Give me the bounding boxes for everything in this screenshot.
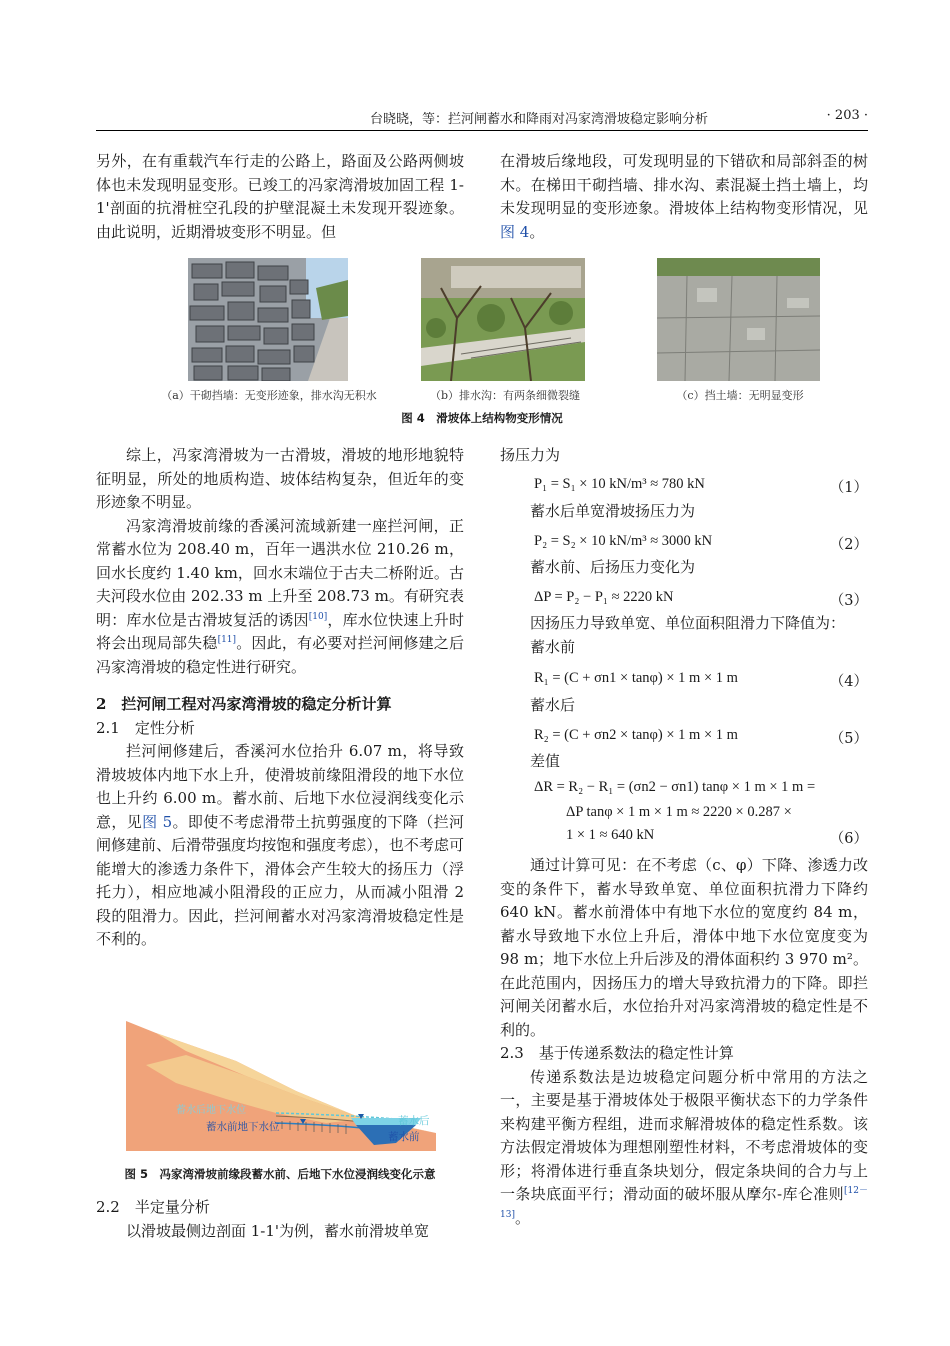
fig4-photo-c bbox=[657, 258, 820, 381]
para-qualitative: 拦河闸修建后，香溪河水位抬升 6.07 m，将导致滑坡坡体内地下水上升，使滑坡前缘阻滑段的地下水位也上升约 6.00 m。蓄水前、后地下水位浸润线变化示意，见图 5。即使不考虑滑带土抗剪强度的下降（拦河闸修建前、后滑带强度均按饱和强度考虑），也不考虑可能增大的渗透力条件下，滑体会产生较大的扬压力（浮托力），相应地减小阻滑段的正应力，从而减小阻滑 2 段的阻滑力。因此，拦河闸蓄水对冯家湾滑坡稳定性是不利的。 bbox=[96, 742, 464, 948]
section-23-heading: 2.3 基于传递系数法的稳定性计算 bbox=[500, 1044, 734, 1062]
fig5-link[interactable]: 图 5 bbox=[142, 812, 173, 831]
section-21-heading: 2.1 定性分析 bbox=[96, 718, 195, 737]
section-2-heading: 2 拦河闸工程对冯家湾滑坡的稳定分析计算 bbox=[96, 695, 392, 713]
right-top-paragraph: 在滑坡后缘地段，可发现明显的下错砍和局部斜歪的树木。在梯田干砌挡墙、排水沟、素混凝土挡土墙上，均未发现明显的变形迹象。滑坡体上结构物变形情况，见图 4。 bbox=[500, 152, 868, 241]
left-bottom bbox=[96, 1196, 464, 1243]
para-transfer-method: 传递系数法是边坡稳定问题分析中常用的方法之一，主要是基于滑坡体处于极限平衡状态下的力学条件来构建平衡方程组，进而求解滑坡体的稳定性系数。该方法假定滑坡体为理想刚塑性材料，不考虑滑坡体的变形；将滑体进行垂直条块划分，假定条块间的合力与上一条块底面平行；滑动面的破坏服从摩尔-库仑准则[12－13]。 bbox=[500, 1067, 868, 1227]
equation-3: ΔP = P₂ − P₁ ≈ 2220 kN （3） bbox=[534, 589, 868, 609]
fig4-photo-a bbox=[188, 258, 348, 381]
equation-6: ΔR = R₂ − R₁ = (σn2 − σn1) tanφ × 1 m × 1 m = ΔP tanφ × 1 m × 1 m ≈ 2220 × 0.287 × 1 × 1 ≈ 640 kN （6） bbox=[534, 779, 868, 847]
equation-4: R₁ = (C + σn1 × tanφ) × 1 m × 1 m （4） bbox=[534, 670, 868, 690]
line-uplift-change: 蓄水前、后扬压力变化为 bbox=[530, 558, 696, 576]
fig4-caption-b: （b）排水沟：有两条细微裂缝 bbox=[429, 389, 581, 402]
left-top-paragraph: 另外，在有重载汽车行走的公路上，路面及公路两侧坡体也未发现明显变形。已竣工的冯家湾滑坡加固工程 1-1'剖面的抗滑桩空孔段的护壁混凝土未发现开裂迹象。由此说明，近期滑坡变形不明显。但 bbox=[96, 152, 464, 241]
left-body bbox=[96, 444, 464, 952]
para-semiquant: 以滑坡最侧边剖面 1-1'为例，蓄水前滑坡单宽 bbox=[126, 1221, 430, 1240]
ref-10[interactable]: [10] bbox=[308, 611, 328, 622]
equation-2: P₂ = S₂ × 10 kN/m³ ≈ 3000 kN （2） bbox=[534, 533, 868, 553]
para-dam: 冯家湾滑坡前缘的香溪河流域新建一座拦河闸，正常蓄水位为 208.40 m，百年一遇洪水位 210.26 m，回水长度约 1.40 km，回水末端位于古夫二桥附近。古夫河段水位由 202.33 m 上升至 208.73 m。有研究表明：库水位是古滑坡复活的诱因[10]，库水位快速上升时将会出现局部失稳[11]。因此，有必要对拦河闸修建之后冯家湾滑坡的稳定性进行研究。 bbox=[96, 516, 464, 676]
fig5-label-before: 蓄水前 bbox=[388, 1131, 420, 1143]
fig4-link[interactable]: 图 4 bbox=[500, 222, 530, 241]
fig4-caption-a: （a）干砌挡墙：无变形迹象，排水沟无积水 bbox=[161, 389, 377, 402]
para-calc-result: 通过计算可见：在不考虑（c、φ）下降、渗透力改变的条件下，蓄水导致单宽、单位面积抗滑力下降约 640 kN。蓄水前滑体中有地下水位的宽度约 84 m，蓄水导致地下水位上升后，滑体中地下水位宽度变为 98 m；地下水位上升后涉及的滑体面积约 3 970 m²。在此范围内，因扬压力的增大导致抗滑力的下降。即拦河闸关闭蓄水后，水位抬升对冯家湾滑坡的稳定性是不利的。 bbox=[500, 856, 868, 1039]
right-lower bbox=[500, 854, 868, 1230]
page-header bbox=[96, 106, 868, 131]
fig5-label-after-gw: 蓄水后地下水位 bbox=[176, 1105, 246, 1116]
section-22-heading: 2.2 半定量分析 bbox=[96, 1198, 210, 1216]
fig5-label-after: 蓄水后 bbox=[398, 1115, 430, 1127]
para-summary: 综上，冯家湾滑坡为一古滑坡，滑坡的地形地貌特征明显，所处的地质构造、坡体结构复杂，但近年的变形迹象不明显。 bbox=[96, 446, 464, 511]
line-after: 蓄水后 bbox=[530, 696, 576, 714]
running-title: 台晓晓，等：拦河闸蓄水和降雨对冯家湾滑坡稳定影响分析 bbox=[369, 112, 708, 127]
line-diff: 差值 bbox=[530, 752, 561, 770]
page-number: · 203 · bbox=[826, 108, 868, 123]
fig5-label-before-gw: 蓄水前地下水位 bbox=[206, 1121, 280, 1133]
equation-1: P₁ = S₁ × 10 kN/m³ ≈ 780 kN （1） bbox=[534, 476, 868, 496]
fig4-title: 图 4 滑坡体上结构物变形情况 bbox=[401, 411, 563, 425]
ref-12-13[interactable]: [12－13] bbox=[500, 1186, 868, 1220]
fig4-photo-b bbox=[421, 258, 585, 381]
fig5-diagram bbox=[126, 1021, 436, 1151]
equation-5: R₂ = (C + σn2 × tanφ) × 1 m × 1 m （5） bbox=[534, 727, 868, 747]
line-uplift: 扬压力为 bbox=[500, 446, 561, 464]
fig5-title: 图 5 冯家湾滑坡前缘段蓄水前、后地下水位浸润线变化示意 bbox=[124, 1167, 436, 1181]
right-body bbox=[500, 444, 868, 468]
fig4-caption-c: （c）挡土墙：无明显变形 bbox=[676, 389, 804, 402]
ref-11[interactable]: [11] bbox=[217, 635, 237, 645]
line-after-uplift: 蓄水后单宽滑坡扬压力为 bbox=[530, 502, 696, 520]
line-resist-drop: 因扬压力导致单宽、单位面积阻滑力下降值为： 蓄水前 bbox=[530, 614, 846, 656]
